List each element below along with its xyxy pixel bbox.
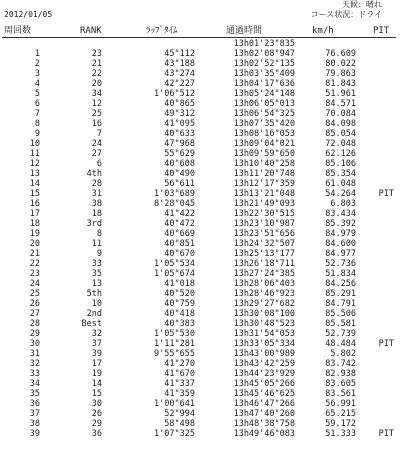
lap-number-cell: 29 [29,329,40,339]
speed-cell: 83.434 [325,209,356,219]
lap-table [0,39,400,439]
course-status-label: コース状況：ドライ [310,10,382,19]
lap-number-cell: 5 [34,89,40,99]
lap-time-cell: 1'05"674 [154,269,195,279]
lap-time-cell: 41"359 [164,389,195,399]
column-header-rank: RANK [80,26,102,36]
passing-time-cell: 13h22'30"515 [233,209,295,219]
table-row [0,39,400,49]
lap-number-cell: 21 [29,249,40,259]
table-row [0,49,400,59]
speed-cell: 81.843 [325,79,356,89]
column-header-passing-time: 通過時間 [226,26,263,36]
lap-number-cell: 6 [34,99,40,109]
speed-cell: 84.977 [325,249,356,259]
lap-time-cell: 40"633 [164,129,195,139]
header-divider [2,37,396,38]
lap-number-cell: 13 [29,169,40,179]
rank-cell: 21 [91,59,102,69]
table-row [0,429,400,439]
rank-cell: 11 [91,239,102,249]
speed-cell: 84.979 [325,229,356,239]
rank-cell: 12 [91,99,102,109]
passing-time-cell: 13h09'59"650 [233,149,295,159]
lap-time-cell: 1'07"325 [154,429,195,439]
table-row [0,199,400,209]
table-row [0,69,400,79]
lap-number-cell: 24 [29,279,40,289]
rank-cell: Best [81,319,102,329]
lap-number-cell: 20 [29,239,40,249]
passing-time-cell: 13h28'46"923 [233,289,295,299]
passing-time-cell: 13h29'27"682 [233,299,295,309]
weather-label: 天候：晴れ [342,0,382,9]
table-row [0,119,400,129]
speed-cell: 52.736 [325,259,356,269]
passing-time-cell: 13h03'35"409 [233,69,295,79]
passing-time-cell: 13h13'21"048 [233,189,295,199]
speed-cell: 48.484 [325,339,356,349]
table-row [0,159,400,169]
lap-number-cell: 14 [29,179,40,189]
table-row [0,409,400,419]
passing-time-cell: 13h04'17"636 [233,79,295,89]
lap-number-cell: 16 [29,199,40,209]
pit-cell: PIT [378,429,394,439]
lap-time-cell: 47"968 [164,139,195,149]
lap-number-cell: 26 [29,299,40,309]
rank-cell: 34 [91,89,102,99]
passing-time-cell: 13h48'38"758 [233,419,295,429]
speed-cell: 56.991 [325,399,356,409]
lap-time-cell: 41"018 [164,279,195,289]
speed-cell: 85.581 [325,319,356,329]
lap-time-cell: 40"472 [164,219,195,229]
rank-cell: 3rd [86,219,102,229]
passing-time-cell: 13h43'00"989 [233,349,295,359]
rank-cell: 25 [91,109,102,119]
rank-cell: 23 [91,49,102,59]
table-row [0,389,400,399]
lap-number-cell: 17 [29,209,40,219]
rank-cell: 30 [91,399,102,409]
speed-cell: 84.098 [325,119,356,129]
passing-time-cell: 13h25'13"177 [233,249,295,259]
table-row [0,169,400,179]
speed-cell: 85.291 [325,289,356,299]
table-row [0,259,400,269]
lap-number-cell: 34 [29,379,40,389]
passing-time-cell: 13h23'51"656 [233,229,295,239]
lap-number-cell: 22 [29,259,40,269]
lap-time-cell: 40"383 [164,319,195,329]
passing-time-cell: 13h26'18"711 [233,259,295,269]
passing-time-cell: 13h49'46"083 [233,429,295,439]
rank-cell: 4th [86,169,102,179]
lap-time-cell: 40"520 [164,289,195,299]
table-row [0,289,400,299]
speed-cell: 61.048 [325,179,356,189]
passing-time-cell: 13h24'32"507 [233,239,295,249]
speed-cell: 70.084 [325,109,356,119]
rank-cell: 14 [91,379,102,389]
lap-number-cell: 2 [34,59,40,69]
column-header-lap: 周回数 [4,26,32,36]
speed-cell: 62.126 [325,149,356,159]
lap-number-cell: 25 [29,289,40,299]
passing-time-cell: 13h43'42"259 [233,359,295,369]
lap-number-cell: 35 [29,389,40,399]
rank-cell: 9 [96,249,102,259]
lap-time-cell: 8'28"045 [154,199,195,209]
speed-cell: 85.054 [325,129,356,139]
table-row [0,99,400,109]
speed-cell: 79.863 [325,69,356,79]
rank-cell: 6 [96,159,102,169]
lap-number-cell: 9 [34,129,40,139]
table-row [0,359,400,369]
lap-time-cell: 40"759 [164,299,195,309]
column-header-speed: km/h [312,26,334,36]
lap-time-cell: 49"312 [164,109,195,119]
passing-time-cell: 13h31'54"053 [233,329,295,339]
lap-number-cell: 28 [29,319,40,329]
speed-cell: 80.022 [325,59,356,69]
rank-cell: 27 [91,149,102,159]
lap-number-cell: 10 [29,139,40,149]
lap-time-cell: 40"865 [164,99,195,109]
table-row [0,59,400,69]
lap-time-cell: 43"274 [164,69,195,79]
passing-time-cell: 13h46'47"266 [233,399,295,409]
speed-cell: 85.106 [325,159,356,169]
table-row [0,149,400,159]
passing-time-cell: 13h23'10"987 [233,219,295,229]
table-row [0,219,400,229]
lap-number-cell: 32 [29,359,40,369]
lap-time-cell: 41"422 [164,209,195,219]
lap-time-cell: 1'03"689 [154,189,195,199]
rank-cell: 38 [91,199,102,209]
lap-number-cell: 18 [29,219,40,229]
rank-cell: 2nd [86,309,102,319]
speed-cell: 51.333 [325,429,356,439]
speed-cell: 54.264 [325,189,356,199]
lap-number-cell: 7 [34,109,40,119]
passing-time-cell: 13h21'49"093 [233,199,295,209]
speed-cell: 84.791 [325,299,356,309]
rank-cell: 39 [91,349,102,359]
table-row [0,209,400,219]
lap-time-cell: 1'05"534 [154,259,195,269]
table-row [0,249,400,259]
speed-cell: 51.961 [325,89,356,99]
speed-cell: 82.938 [325,369,356,379]
table-row [0,239,400,249]
lap-time-cell: 41"095 [164,119,195,129]
lap-time-cell: 1'05"530 [154,329,195,339]
passing-time-cell: 13h27'24"385 [233,269,295,279]
passing-time-cell: 13h44'23"929 [233,369,295,379]
passing-time-cell: 13h28'06"403 [233,279,295,289]
lap-time-cell: 43"188 [164,59,195,69]
lap-time-cell: 1'00"641 [154,399,195,409]
lap-time-cell: 41"270 [164,359,195,369]
lap-number-cell: 27 [29,309,40,319]
lap-time-cell: 58"498 [164,419,195,429]
rank-cell: 32 [91,329,102,339]
rank-cell: 29 [91,419,102,429]
table-row [0,269,400,279]
lap-number-cell: 37 [29,409,40,419]
rank-cell: 33 [91,259,102,269]
table-row [0,379,400,389]
passing-time-cell: 13h12'17"359 [233,179,295,189]
lap-time-cell: 40"608 [164,159,195,169]
table-row [0,419,400,429]
lap-time-cell: 40"669 [164,229,195,239]
speed-cell: 52.739 [325,329,356,339]
table-row [0,279,400,289]
rank-cell: 8 [96,229,102,239]
lap-time-cell: 40"670 [164,249,195,259]
lap-number-cell: 19 [29,229,40,239]
lap-number-cell: 33 [29,369,40,379]
passing-time-cell: 13h33'05"334 [233,339,295,349]
speed-cell: 65.215 [325,409,356,419]
speed-cell: 5.802 [330,349,356,359]
speed-cell: 83.605 [325,379,356,389]
rank-cell: 28 [91,179,102,189]
lap-time-cell: 52"994 [164,409,195,419]
lap-number-cell: 23 [29,269,40,279]
passing-time-cell: 13h45'46"625 [233,389,295,399]
rank-cell: 5th [86,289,102,299]
passing-time-cell: 13h30'08"100 [233,309,295,319]
lap-time-cell: 41"670 [164,369,195,379]
lap-number-cell: 11 [29,149,40,159]
table-row [0,109,400,119]
speed-cell: 59.172 [325,419,356,429]
pit-cell: PIT [378,189,394,199]
column-header-lap-time: ﾗｯﾌﾟﾀｲﾑ [146,26,178,36]
pit-cell: PIT [378,339,394,349]
speed-cell: 84.256 [325,279,356,289]
rank-cell: 20 [91,79,102,89]
table-row [0,349,400,359]
rank-cell: 18 [91,209,102,219]
lap-time-cell: 40"851 [164,239,195,249]
rank-cell: 31 [91,189,102,199]
passing-time-cell: 13h08'16"053 [233,129,295,139]
lap-number-cell: 4 [34,79,40,89]
lap-number-cell: 39 [29,429,40,439]
speed-cell: 84.571 [325,99,356,109]
lap-number-cell: 30 [29,339,40,349]
table-row [0,369,400,379]
table-row [0,179,400,189]
rank-cell: 36 [91,429,102,439]
table-row [0,399,400,409]
lap-number-cell: 15 [29,189,40,199]
passing-time-cell: 13h05'24"148 [233,89,295,99]
passing-time-cell: 13h10'40"258 [233,159,295,169]
passing-time-cell: 13h09'04"021 [233,139,295,149]
table-row [0,79,400,89]
condition-header [252,0,382,20]
lap-number-cell: 1 [34,49,40,59]
passing-time-cell: 13h47'40"260 [233,409,295,419]
speed-cell: 84.600 [325,239,356,249]
rank-cell: 19 [91,369,102,379]
rank-cell: 7 [96,129,102,139]
table-row [0,299,400,309]
table-row [0,139,400,149]
rank-cell: 16 [91,119,102,129]
speed-cell: 85.392 [325,219,356,229]
lap-time-cell: 55"629 [164,149,195,159]
passing-time-cell: 13h30'48"523 [233,319,295,329]
speed-cell: 51.834 [325,269,356,279]
speed-cell: 6.803 [330,199,356,209]
lap-time-cell: 45"112 [164,49,195,59]
passing-time-cell: 13h06'05"013 [233,99,295,109]
rank-cell: 10 [91,299,102,309]
lap-number-cell: 3 [34,69,40,79]
table-row [0,329,400,339]
lap-number-cell: 38 [29,419,40,429]
lap-number-cell: 36 [29,399,40,409]
column-header-pit: PIT [373,26,390,36]
table-row [0,89,400,99]
passing-time-cell: 13h07'35"420 [233,119,295,129]
passing-time-cell: 13h06'54"325 [233,109,295,119]
lap-time-cell: 9'55"655 [154,349,195,359]
lap-time-cell: 1'06"512 [154,89,195,99]
rank-cell: 17 [91,359,102,369]
speed-cell: 76.609 [325,49,356,59]
speed-cell: 85.506 [325,309,356,319]
date-label: 2012/01/05 [4,10,53,19]
table-row [0,309,400,319]
passing-time-cell: 13h02'52"135 [233,59,295,69]
lap-time-cell: 42"227 [164,79,195,89]
lap-time-cell: 40"418 [164,309,195,319]
passing-time-cell: 13h11'20"748 [233,169,295,179]
rank-cell: 15 [91,389,102,399]
passing-time-cell: 13h45'05"266 [233,379,295,389]
lap-number-cell: 8 [34,119,40,129]
table-row [0,189,400,199]
speed-cell: 72.048 [325,139,356,149]
rank-cell: 26 [91,409,102,419]
rank-cell: 24 [91,139,102,149]
rank-cell: 13 [91,279,102,289]
lap-time-cell: 40"490 [164,169,195,179]
rank-cell: 22 [91,69,102,79]
lap-number-cell: 31 [29,349,40,359]
lap-time-cell: 1'11"281 [154,339,195,349]
passing-time-cell: 13h02'08"947 [233,49,295,59]
lap-number-cell: 12 [29,159,40,169]
rank-cell: 35 [91,269,102,279]
lap-time-cell: 56"611 [164,179,195,189]
table-row [0,319,400,329]
lap-time-cell: 41"337 [164,379,195,389]
table-row [0,229,400,239]
speed-cell: 83.742 [325,359,356,369]
rank-cell: 37 [91,339,102,349]
speed-cell: 83.561 [325,389,356,399]
speed-cell: 85.354 [325,169,356,179]
table-row [0,339,400,349]
passing-time-cell: 13h01'23"835 [233,39,295,49]
table-row [0,129,400,139]
